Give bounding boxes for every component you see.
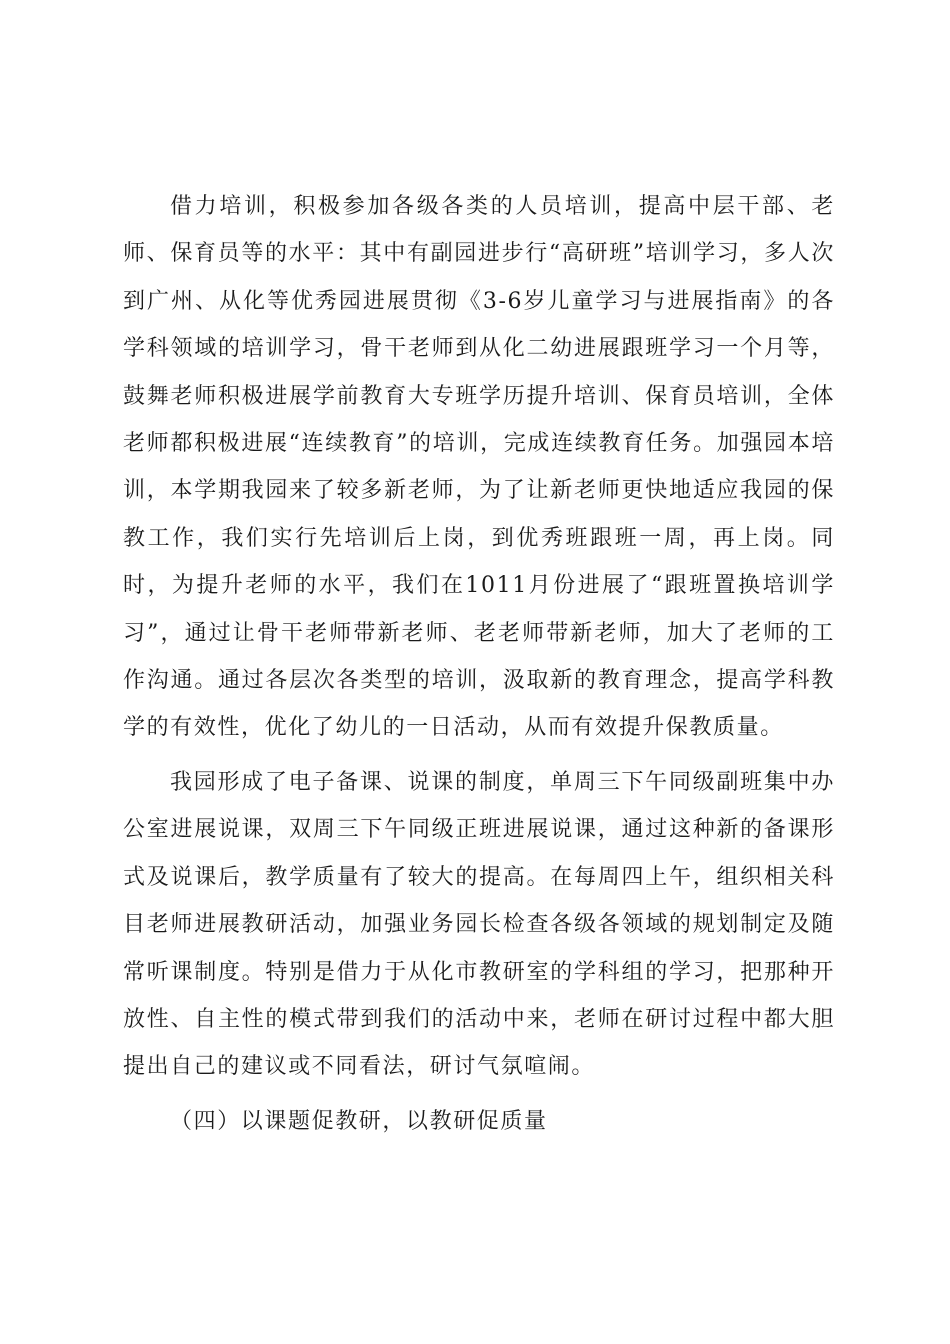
paragraph-lesson-preparation: 我园形成了电子备课、说课的制度，单周三下午同级副班集中办公室进展说课，双周三下午同级正班进展说课，通过这种新的备课形式及说课后，教学质量有了较大的提高。在每周四上午，组织相关科目老师进展教研活动，加强业务园长检查各级各领域的规划制定及随常听课制度。特别是借力于从化市教研室的学科组的学习，把那种开放性、自主性的模式带到我们的活动中来，老师在研讨过程中都大胆提出自己的建议或不同看法，研讨气氛喧闹。 (123, 769, 835, 1080)
paragraph-training: 借力培训，积极参加各级各类的人员培训，提高中层干部、老师、保育员等的水平：其中有副园进步行“高研班”培训学习，多人次到广州、从化等优秀园进展贯彻《3-6岁儿童学习与进展指南》的各学科领域的培训学习，骨干老师到从化二幼进展跟班学习一个月等，鼓舞老师积极进展学前教育大专班学历提升培训、保育员培训，全体老师都积极进展“连续教育”的培训，完成连续教育任务。加强园本培训，本学期我园来了较多新老师，为了让新老师更快地适应我园的保教工作，我们实行先培训后上岗，到优秀班跟班一周，再上岗。同时，为提升老师的水平，我们在1011月份进展了“跟班置换培训学习”，通过让骨干老师带新老师、老老师带新老师，加大了老师的工作沟通。通过各层次各类型的培训，汲取新的教育理念，提高学科教学的有效性，优化了幼儿的一日活动，从而有效提升保教质量。 (123, 194, 835, 741)
document-body (123, 183, 835, 1152)
section-heading-research: （四）以课题促教研，以教研促质量 (170, 1108, 548, 1134)
